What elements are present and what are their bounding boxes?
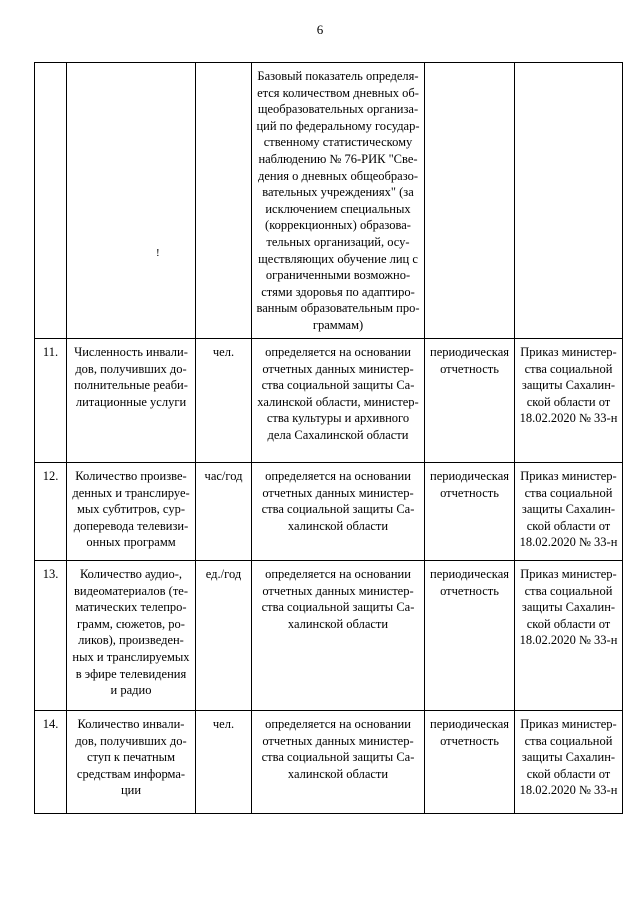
cell-num bbox=[35, 63, 67, 339]
indicators-table bbox=[34, 62, 623, 814]
source-document: Приказ министер- ства социальной защиты Сахалин- ской области от 18.02.2020 № 33-н bbox=[515, 339, 623, 463]
periodicity: периодическая отчетность bbox=[425, 339, 515, 463]
table-row-continued bbox=[35, 63, 623, 339]
cell-name bbox=[67, 63, 196, 339]
cell-source bbox=[515, 63, 623, 339]
page-number: 6 bbox=[316, 22, 324, 37]
source-document: Приказ министер- ства социальной защиты Сахалин- ской области от 18.02.2020 № 33-н bbox=[515, 711, 623, 814]
indicator-name: Количество произве- денных и транслируе- мых субтитров, сур- доперевода телевизи- онных программ bbox=[67, 463, 196, 561]
source-document: Приказ министер- ства социальной защиты Сахалин- ской области от 18.02.2020 № 33-н bbox=[515, 561, 623, 711]
periodicity: периодическая отчетность bbox=[425, 711, 515, 814]
cell-method: Базовый показатель определя- ется количеством дневных об- щеобразовательных организа- ций по федеральному государ- ственному статистическому наблюдению № 76-РИК "Све- дения о дневных общеобразо- вательных учреждениях" (за исключением специальных (коррекционных) образова- тельных организаций, осу- ществляющих обучение лиц с ограниченными возможно- стями здоровья по адаптиро- ванным образовательным про- граммам) bbox=[252, 63, 425, 339]
calculation-method: определяется на основании отчетных данных министер- ства социальной защиты Са- халинской области bbox=[252, 463, 425, 561]
scan-mark: ! bbox=[156, 247, 160, 259]
indicator-name: Численность инвали- дов, получивших до- полнительные реаби- литационные услуги bbox=[67, 339, 196, 463]
cell-unit bbox=[196, 63, 252, 339]
indicator-name: Количество инвали- дов, получивших до- ступ к печатным средствам информа- ции bbox=[67, 711, 196, 814]
indicator-name: Количество аудио-, видеоматериалов (те- матических телепро- грамм, сюжетов, ро- ликов), произведен- ных и транслируемых в эфире телевидения и радио bbox=[67, 561, 196, 711]
calculation-method: определяется на основании отчетных данных министер- ства социальной защиты Са- халинской области bbox=[252, 711, 425, 814]
source-document: Приказ министер- ства социальной защиты Сахалин- ской области от 18.02.2020 № 33-н bbox=[515, 463, 623, 561]
periodicity: периодическая отчетность bbox=[425, 561, 515, 711]
cell-period bbox=[425, 63, 515, 339]
unit: чел. bbox=[196, 339, 252, 463]
unit: ед./год bbox=[196, 561, 252, 711]
unit: чел. bbox=[196, 711, 252, 814]
unit: час/год bbox=[196, 463, 252, 561]
row-number: 14. bbox=[35, 711, 67, 814]
calculation-method: определяется на основании отчетных данных министер- ства социальной защиты Са- халинской области, министер- ства культуры и архивного дела Сахалинской области bbox=[252, 339, 425, 463]
table-row bbox=[35, 561, 623, 711]
row-number: 13. bbox=[35, 561, 67, 711]
calculation-method: определяется на основании отчетных данных министер- ства социальной защиты Са- халинской области bbox=[252, 561, 425, 711]
row-number: 12. bbox=[35, 463, 67, 561]
table-row bbox=[35, 463, 623, 561]
table-row bbox=[35, 711, 623, 814]
table-row bbox=[35, 339, 623, 463]
row-number: 11. bbox=[35, 339, 67, 463]
periodicity: периодическая отчетность bbox=[425, 463, 515, 561]
